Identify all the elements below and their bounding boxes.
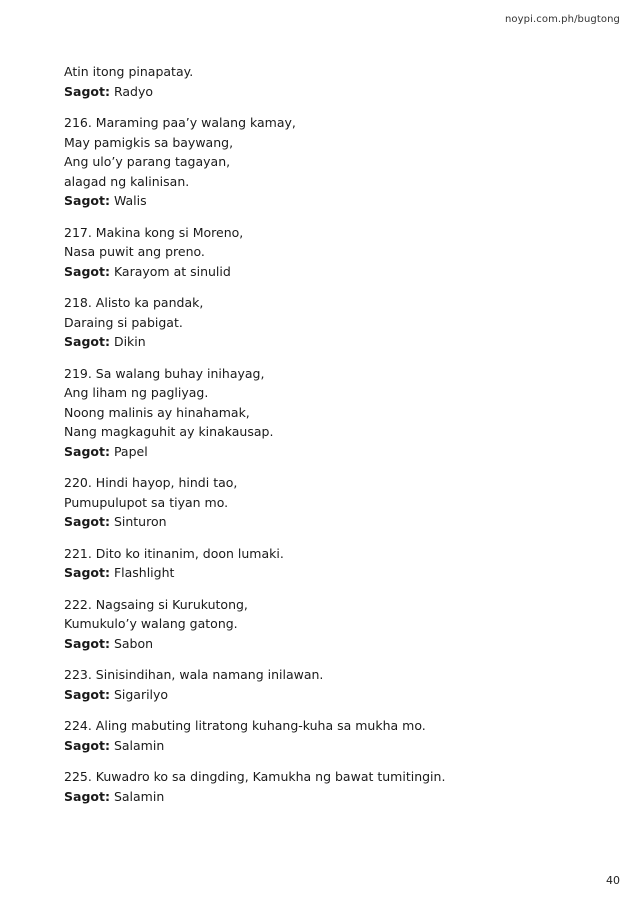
riddle-item [64,293,604,352]
riddle-answer [64,332,604,352]
riddle-answer [64,736,604,756]
riddle-line: 222. Nagsaing si Kurukutong, [64,596,248,612]
answer-value: Salamin [113,788,165,804]
riddle-answer [64,563,604,583]
riddle-line: 224. Aling mabuting litratong kuhang-kuha sa mukha mo. [64,718,426,733]
riddle-item [64,473,604,532]
answer-value: Karayom at sinulid [113,263,231,279]
riddle-item [64,364,604,462]
answer-label: Sagot: [64,263,110,279]
riddle-item [64,544,604,583]
answer-value: Sigarilyo [113,686,169,702]
answer-label: Sagot: [64,565,110,580]
answer-value: Sinturon [113,514,167,529]
riddle-answer [64,262,604,282]
riddle-item [64,62,604,101]
riddle-line: 225. Kuwadro ko sa dingding, Kamukha ng bawat tumitingin. [64,769,446,784]
riddle-answer [64,787,604,807]
riddle-answer [64,685,604,705]
riddle-line: 219. Sa walang buhay inihayag, [64,365,265,381]
riddle-line: 220. Hindi hayop, hindi tao, [64,475,238,490]
answer-label: Sagot: [64,83,110,99]
riddle-answer [64,442,604,462]
riddle-line: Nang magkaguhit ay kinakausap. [64,424,274,439]
riddle-line: Kumukulo’y walang gatong. [64,616,238,631]
riddle-item [64,595,604,654]
riddle-line: 223. Sinisindihan, wala namang inilawan. [64,667,324,682]
riddle-line: Daraing si pabigat. [64,314,183,330]
answer-label: Sagot: [64,788,110,804]
answer-value: Walis [113,193,147,208]
riddle-line: Noong malinis ay hinahamak, [64,404,250,420]
riddle-item [64,113,604,211]
riddle-line: 221. Dito ko itinanim, doon lumaki. [64,545,284,561]
riddle-item [64,767,604,806]
riddle-line: 218. Alisto ka pandak, [64,295,204,310]
riddle-line: Atin itong pinapatay. [64,64,194,79]
riddle-answer [64,634,604,654]
riddle-line: May pamigkis sa baywang, [64,134,234,150]
riddle-line: Ang liham ng pagliyag. [64,385,209,400]
riddle-item [64,223,604,282]
answer-value: Salamin [113,737,165,753]
riddle-list [64,62,604,818]
riddle-line: 217. Makina kong si Moreno, [64,224,244,240]
answer-label: Sagot: [64,737,110,753]
riddle-line: Pumupulupot sa tiyan mo. [64,494,229,510]
riddle-item [64,665,604,704]
riddle-line: alagad ng kalinisan. [64,173,190,189]
answer-label: Sagot: [64,443,110,459]
page-number: 40 [606,874,620,887]
answer-label: Sagot: [64,514,110,529]
riddle-line: Ang ulo’y parang tagayan, [64,154,231,169]
source-url: noypi.com.ph/bugtong [504,14,620,25]
answer-label: Sagot: [64,686,110,702]
answer-value: Flashlight [113,565,175,580]
answer-label: Sagot: [64,635,110,651]
riddle-line: Nasa puwit ang preno. [64,244,205,259]
answer-value: Papel [113,443,148,459]
riddle-line: 216. Maraming paa’y walang kamay, [64,115,296,130]
answer-value: Radyo [113,83,153,99]
riddle-answer [64,191,604,211]
riddle-answer [64,512,604,532]
answer-label: Sagot: [64,193,110,208]
riddle-item [64,716,604,755]
answer-value: Sabon [113,635,154,651]
riddle-answer [64,82,604,102]
answer-label: Sagot: [64,334,110,349]
answer-value: Dikin [113,334,146,349]
